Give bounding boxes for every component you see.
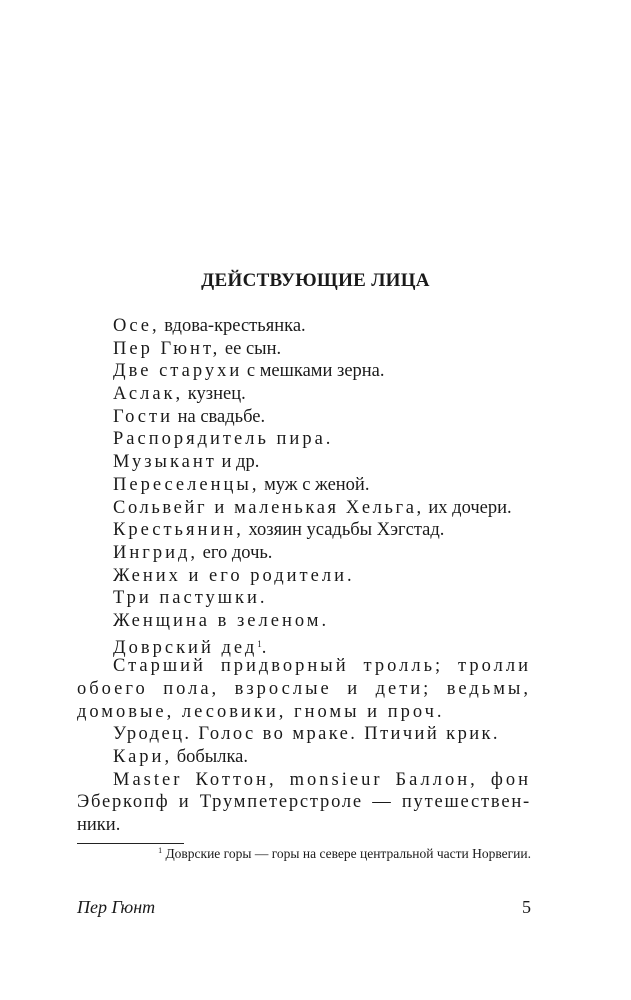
cast-name: Гости: [113, 406, 173, 427]
cast-item: [77, 587, 531, 610]
cast-name: Музыкант: [113, 452, 217, 473]
cast-desc: кузнец.: [183, 384, 246, 405]
cast-desc: и др.: [216, 452, 260, 473]
cast-desc: их дочери.: [423, 497, 512, 518]
cast-item-travellers: Master Коттон, monsieur Баллон, фон: [113, 769, 531, 790]
cast-item: [77, 542, 531, 565]
cast-item: [77, 360, 531, 383]
footnote-mark: 1: [158, 846, 163, 855]
cast-desc: .: [261, 637, 267, 658]
cast-item: [77, 338, 531, 361]
cast-item: [77, 383, 531, 406]
cast-name: Сольвейг и маленькая Хельга,: [113, 497, 424, 518]
cast-name: Ингрид,: [113, 542, 199, 563]
cast-item-trolls: обоего пола, взрослые и дети; ведьмы,: [77, 679, 531, 699]
cast-name: Две старухи: [113, 361, 243, 382]
cast-name: Кари,: [113, 747, 173, 768]
cast-name: Переселенцы,: [113, 474, 260, 495]
cast-item: [77, 406, 531, 429]
cast-desc: его дочь.: [198, 542, 273, 563]
cast-name: Три пастушки.: [113, 588, 268, 609]
footnote-ref: 1: [257, 638, 262, 649]
cast-item: [77, 746, 531, 769]
running-title: Пер Гюнт: [77, 897, 156, 917]
cast-name: Женщина в зеленом.: [113, 610, 330, 631]
cast-item: [77, 723, 531, 746]
cast-desc: хозяин усадьбы Хэгстад.: [243, 520, 445, 541]
cast-item-trolls: Старший придворный тролль; тролли: [113, 656, 531, 677]
cast-desc: вдова-крестьянка.: [159, 316, 306, 336]
cast-item: [77, 451, 531, 474]
cast-item-travellers: Эберкопф и Трумпетерстроле — путешествен-: [77, 792, 531, 813]
cast-item-travellers: ники.: [77, 815, 121, 836]
cast-name: Аслак,: [113, 384, 184, 405]
cast-item: [77, 565, 531, 588]
cast-list: [77, 315, 531, 837]
cast-item: [77, 315, 531, 338]
cast-name: Крестьянин,: [113, 520, 244, 541]
page-heading: ДЕЙСТВУЮЩИЕ ЛИЦА: [201, 270, 430, 291]
cast-name: Осе,: [113, 316, 160, 336]
cast-item: [77, 497, 531, 520]
cast-item: [77, 519, 531, 542]
footnote-text: Доврские горы — горы на севере центральной части Норвегии.: [165, 846, 531, 861]
footnote: [158, 846, 531, 862]
cast-item: [77, 428, 531, 451]
cast-item: [77, 610, 531, 633]
cast-name: Уродец. Голос во мраке. Птичий крик.: [113, 724, 500, 745]
cast-desc: муж с женой.: [259, 474, 370, 495]
cast-name: Доврский дед: [113, 637, 258, 658]
cast-desc: на свадьбе.: [172, 406, 266, 427]
cast-item: [77, 633, 531, 656]
cast-desc: ее сын.: [220, 338, 282, 359]
cast-item-trolls: домовые, лесовики, гномы и проч.: [77, 701, 445, 722]
footnote-divider: [77, 843, 184, 844]
cast-desc: с мешками зерна.: [242, 361, 385, 382]
cast-name: Жених и его родители.: [113, 565, 355, 586]
cast-item: [77, 474, 531, 497]
cast-name: Пер Гюнт,: [113, 338, 221, 359]
cast-desc: бобылка.: [172, 747, 248, 768]
page-number: 5: [522, 897, 531, 917]
cast-name: Распорядитель пира.: [113, 429, 334, 450]
